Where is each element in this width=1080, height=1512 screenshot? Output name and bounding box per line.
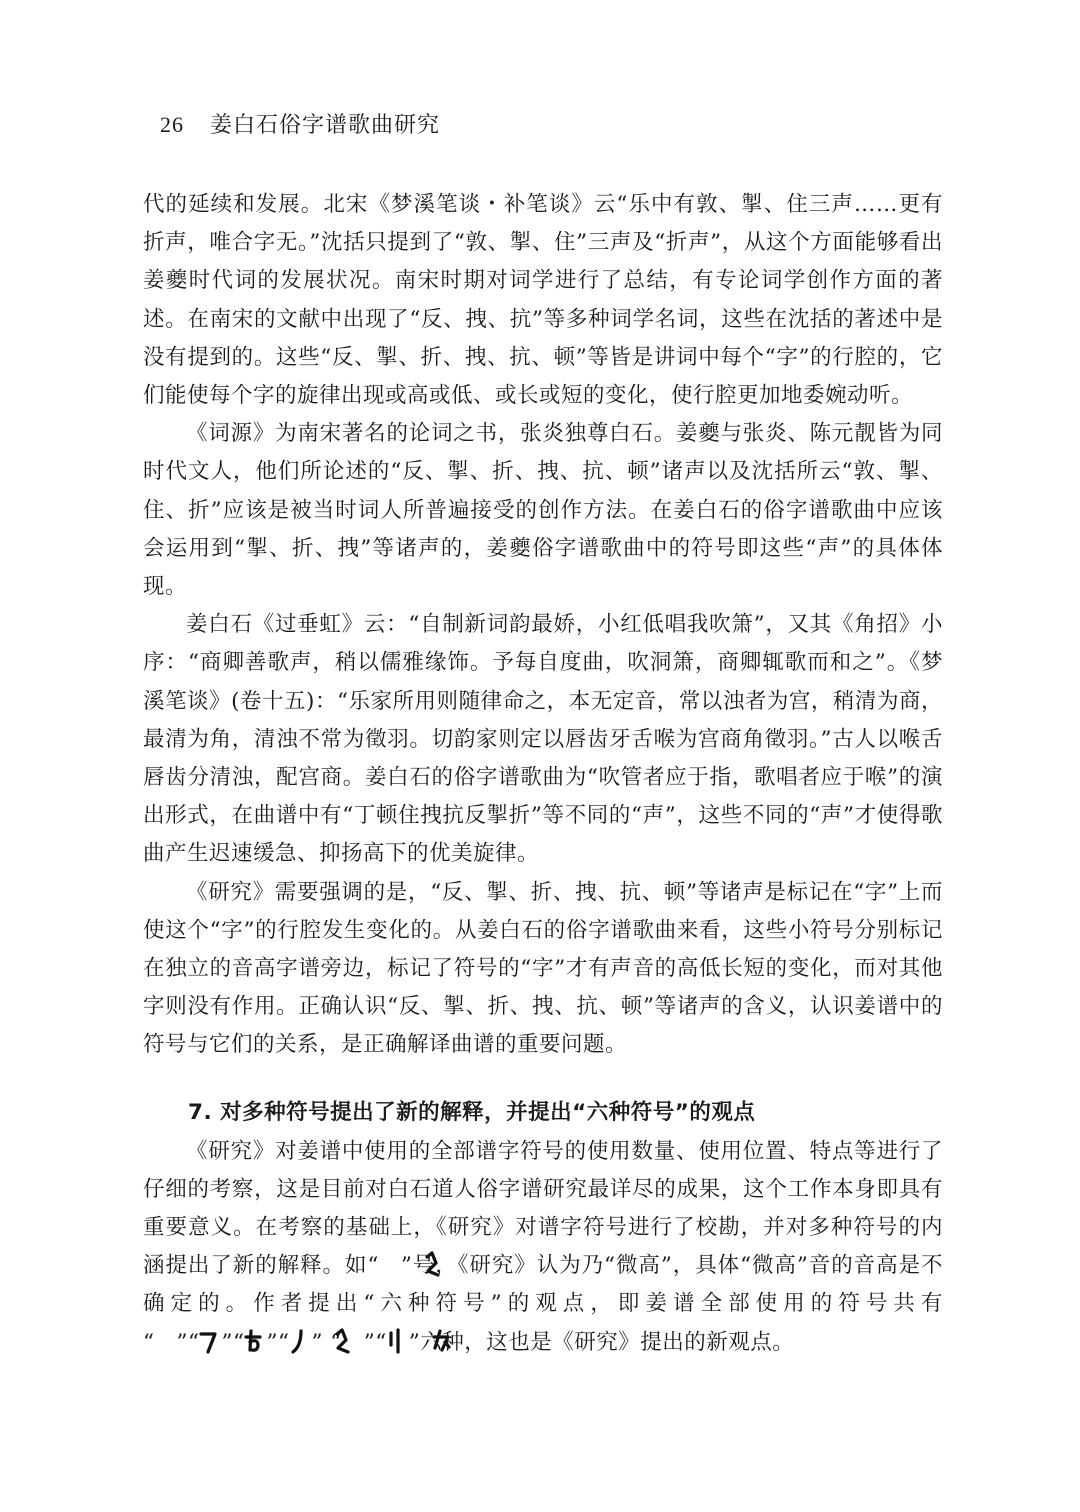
book-title: 姜白石俗字谱歌曲研究 [210, 113, 441, 138]
paragraph: 姜白石《过垂虹》云：“自制新词韵最娇，小红低唱我吹箫”，又其《角招》小序：“商卿善歌声，稍以儒雅缘饰。予每自度曲，吹洞箫，商卿辄歌而和之”。《梦溪笔谈》(卷十五)：“乐家所用则随律命之，本无定音，常以浊者为宫，稍清为商，最清为角，清浊不常为徵羽。切韵家则定以唇齿牙舌喉为宫商角徵羽。”古人以喉舌唇齿分清浊，配宫商。姜白石的俗字谱歌曲为“吹管者应于指，歌唱者应于喉”的演出形式，在曲谱中有“丁顿住拽抗反掣折”等不同的“声”，这些不同的“声”才使得歌曲产生迟速缓急、抑扬高下的优美旋律。 [143, 612, 943, 867]
fan-symbol-icon [244, 1328, 266, 1354]
paragraph-continued: 代的延续和发展。北宋《梦溪笔谈・补笔谈》云“乐中有敦、掣、住三声……更有折声，唯合字无。”沈括只提到了“敦、掣、住”三声及“折声”，从这个方面能够看出姜夔时代词的发展状况。南宋时期对词学进行了总结，有专论词学创作方面的著述。在南宋的文献中出现了“反、拽、抗”等多种词学名词，这些在沈括的著述中是没有提到的。这些“反、掣、折、拽、抗、顿”等皆是讲词中每个“字”的行腔的，它们能使每个字的旋律出现或高或低、或长或短的变化，使行腔更加地委婉动听。 [143, 192, 943, 409]
section-text-3: 六种，这也是《研究》提出的新观点。 [420, 1329, 795, 1355]
paragraph: 《词源》为南宋著名的论词之书，张炎独尊白石。姜夔与张炎、陈元靓皆为同时代文人，他们所论述的“反、掣、折、拽、抗、顿”诸声以及沈括所云“敦、掣、住、折”应该是被当时词人所普遍接受的创作方法。在姜白石的俗字谱歌曲中应该会运用到“掣、折、拽”等诸声的，姜夔俗字谱歌曲中的符号即这些“声”的具体体现。 [143, 421, 943, 600]
body-text [143, 186, 943, 1362]
section-heading: 7. 对多种符号提出了新的解释，并提出“六种符号”的观点 [188, 1099, 756, 1125]
page-number: 26 [160, 112, 184, 137]
weigao-symbol-icon [289, 1328, 311, 1354]
section-text-1: 《研究》对姜谱中使用的全部谱字符号的使用数量、使用位置、特点等进行了仔细的考察，这是目前对白石道人俗字谱研究最详尽的成果，这个工作本身即具有重要意义。在考察的基础上，《研究》对谱字符号进行了校勘，并对多种符号的内涵提出了新的解释。如“ [143, 1138, 943, 1279]
ye-symbol-icon [387, 1328, 409, 1354]
section-text-2: ”号，《研究》认为乃“微高”，具体“微高”音的音高是不确定的。作者提出“六种符号”的观点，即姜谱全部使用的符号共有 [143, 1253, 943, 1317]
zhe-symbol-icon [199, 1328, 221, 1354]
weigao-symbol-icon [379, 1251, 401, 1277]
ding-symbol-icon [155, 1328, 177, 1354]
paragraph: 《研究》需要强调的是，“反、掣、折、拽、抗、顿”等诸声是标记在“字”上而使这个“字”的行腔发生变化的。从姜白石的俗字谱歌曲来看，这些小符号分别标记在独立的音高字谱旁边，标记了符号的“字”才有声音的高低长短的变化，而对其他字则没有作用。正确认识“反、掣、折、拽、抗、顿”等诸声的含义，认识姜谱中的符号与它们的关系，是正确解译曲谱的重要问题。 [143, 879, 943, 1058]
symbol-list: “ ”“ ”“ ”“ ” “ ”“ ” [143, 1330, 420, 1355]
running-head [160, 108, 440, 139]
section-paragraph [143, 1133, 943, 1362]
zhu-symbol-icon [342, 1328, 364, 1354]
